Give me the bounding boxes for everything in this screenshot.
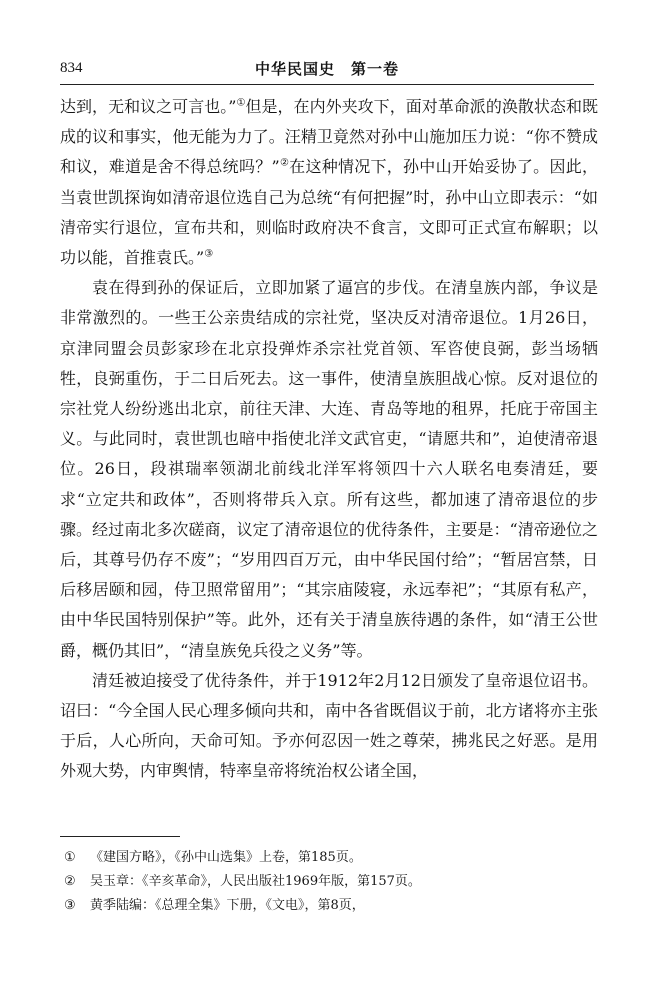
text-run: 达到，无和议之可言也。”: [60, 97, 237, 116]
running-header: [60, 56, 594, 82]
footnotes: [60, 846, 600, 918]
text-run: 但是，在内外夹攻下，面对革命派的涣散状态和既成的议和事实，他无能为力了。汪精卫竟然对孙中山施加压力说：“你不赞成和议，难道是舍不得总统吗？”: [60, 97, 598, 177]
footnote-mark: ③: [64, 898, 76, 913]
footnote-text: 吴玉章：《辛亥革命》，人民出版社1969年版，第157页。: [90, 874, 421, 889]
text-run: 清廷被迫接受了优待条件，并于1912年2月12日颁发了皇帝退位诏书。诏曰：“今全国人民心理多倾向共和，南中各省既倡议于前，北方诸将亦主张于后，人心所向，天命可知。予亦何忍因一姓之尊荣，拂兆民之好恶。是用外观大势，内审舆情，特率皇帝将统治权公诸全国，: [60, 670, 598, 781]
footnote-text: 黄季陆编：《总理全集》下册，《文电》，第8页，: [90, 898, 365, 913]
footnote-ref: ③: [204, 248, 214, 260]
footnote-3: [60, 894, 600, 918]
footnote-rule: [60, 836, 180, 837]
page-number: 834: [60, 60, 83, 76]
text-run: 袁在得到孙的保证后，立即加紧了逼宫的步伐。在清皇族内部，争议是非常激烈的。一些王公亲贵结成的宗社党，坚决反对清帝退位。1月26日，京津同盟会员彭家珍在北京投弹炸杀宗社党首领、军咨使良弼，彭当场牺牲，良弼重伤，于二日后死去。这一事件，使清皇族胆战心惊。反对退位的宗社党人纷纷逃出北京，前往天津、大连、青岛等地的租界，托庇于帝国主义。与此同时，袁世凯也暗中指使北洋文武官吏，“请愿共和”，迫使清帝退位。26日，段祺瑞率领湖北前线北洋军将领四十六人联名电奏清廷，要求“立定共和政体”，否则将带兵入京。所有这些，都加速了清帝退位的步骤。经过南北多次磋商，议定了清帝退位的优待条件，主要是：“清帝逊位之后，其尊号仍存不废”；“岁用四百万元，由中华民国付给”；“暂居宫禁，日后移居颐和园，侍卫照常留用”；“其宗庙陵寝，永远奉祀”；“其原有私产，由中华民国特别保护”等。此外，还有关于清皇族待遇的条件，如“清王公世爵，概仍其旧”，“清皇族免兵役之义务”等。: [60, 278, 598, 660]
header-rule: [60, 84, 594, 85]
text-run: 在这种情况下，孙中山开始妥协了。因此，当袁世凯探询如清帝退位选自己为总统“有何把握”时，孙中山立即表示：“如清帝实行退位，宣布共和，则临时政府决不食言，文即可正式宣布解职；以功以能，首推袁氏。”: [60, 157, 598, 268]
footnote-1: [60, 846, 600, 870]
paragraph-1: [60, 92, 598, 273]
footnote-2: [60, 870, 600, 894]
footnote-mark: ①: [64, 850, 76, 865]
paragraph-2: [60, 273, 598, 666]
footnote-ref: ②: [279, 158, 290, 170]
footnote-text: 《建国方略》，《孙中山选集》上卷，第185页。: [90, 850, 362, 865]
footnote-ref: ①: [236, 97, 246, 109]
body-text: [60, 92, 598, 787]
running-title: 中华民国史 第一卷: [254, 60, 399, 78]
footnote-mark: ②: [64, 874, 76, 889]
paragraph-3: [60, 666, 598, 787]
